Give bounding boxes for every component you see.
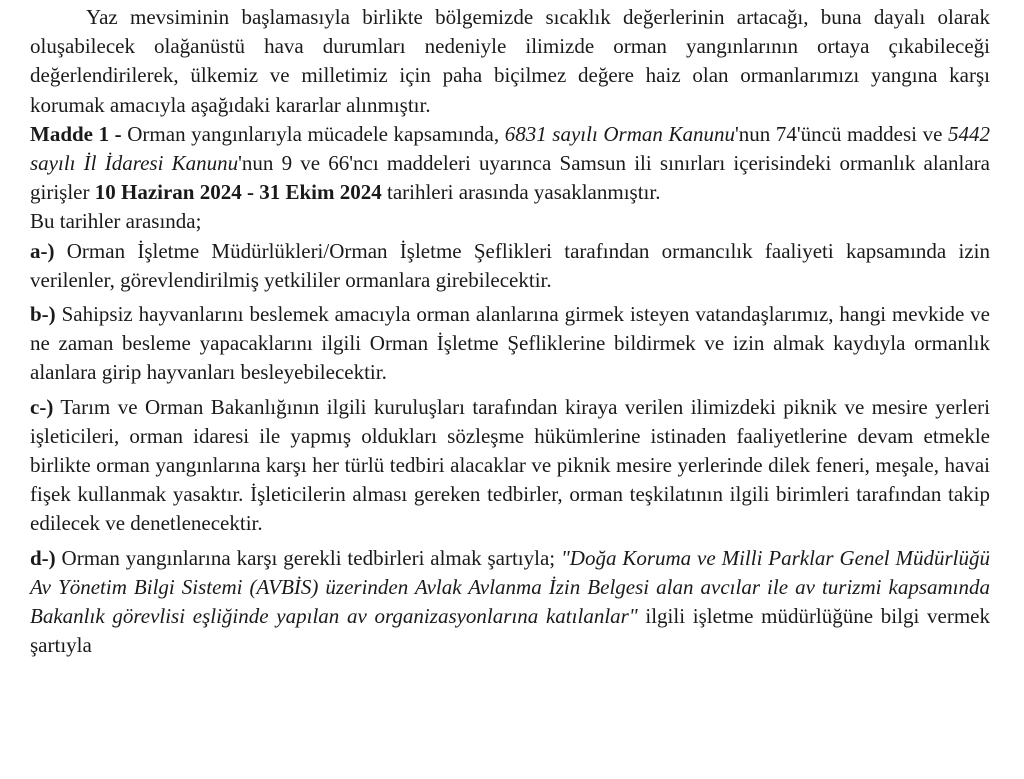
article-1-text-d: tarihleri arasında yasaklanmıştır. <box>381 180 661 205</box>
item-a-text: Orman İşletme Müdürlükleri/Orman İşletme Şeflikleri tarafından ormancılık faaliyeti kapsamında izin verilenler, görevlendirilmiş yetkililer ormanlara girebilecektir. <box>30 238 990 292</box>
ban-date-range: 10 Haziran 2024 - 31 Ekim 2024 <box>94 180 382 205</box>
item-d-paragraph <box>30 544 990 661</box>
article-1-text-b: 'nun 74'üncü maddesi ve <box>734 121 948 146</box>
intro-paragraph: Yaz mevsiminin başlamasıyla birlikte bölgemizde sıcaklık değerlerinin artacağı, buna dayalı olarak oluşabilecek olağanüstü hava durumları nedeniyle ilimizde orman yangınlarının ortaya çıkabileceği değerlendirilerek, ülkemiz ve milletimiz için paha biçilmez değere haiz olan ormanlarımızı yangına karşı korumak amacıyla aşağıdaki kararlar alınmıştır. <box>30 5 990 117</box>
item-a-label: a-) <box>30 238 55 263</box>
item-d-label: d-) <box>30 545 56 570</box>
law-5442-reference: 5442 sayılı İl İdaresi Kanunu <box>30 121 990 176</box>
law-6831-reference: 6831 sayılı Orman Kanunu <box>504 121 735 146</box>
item-a-paragraph <box>30 237 990 295</box>
between-dates-line: Bu tarihler arasında; <box>30 209 202 234</box>
article-1-paragraph <box>30 120 990 208</box>
item-b-text: Sahipsiz hayvanlarını beslemek amacıyla orman alanlarına girmek isteyen vatandaşlarımız, hangi mevkide ve ne zaman besleme yapacaklarını ilgili Orman İşletme Şefliklerine bildirmek ve izin almak kaydıyla ormanlık alanlara girip hayvanları besleyebilecektir. <box>30 302 990 385</box>
item-c-label: c-) <box>30 394 54 419</box>
item-b-paragraph <box>30 300 990 388</box>
item-b-label: b-) <box>30 302 56 327</box>
item-d-text-b: ilgili işletme müdürlüğüne bilgi vermek şartıyla <box>30 604 990 658</box>
article-1-text-c: 'nun 9 ve 66'ncı maddeleri uyarınca Samsun ili sınırları içerisindeki ormanlık alanlara girişler <box>30 151 990 205</box>
item-c-text: Tarım ve Orman Bakanlığının ilgili kuruluşları tarafından kiraya verilen ilimizdeki piknik ve mesire yerleri işleticileri, orman idaresi ile yapmış oldukları sözleşme hükümlerine istinaden faaliyetlerine devam etmekle birlikte orman yangınlarına karşı her türlü tedbiri alacaklar ve piknik mesire yerlerinde dilek feneri, meşale, havai fişek kullanmak yasaktır. İşleticilerin alması gereken tedbirler, orman teşkilatının ilgili birimleri tarafından takip edilecek ve denetlenecektir. <box>30 394 990 536</box>
item-c-paragraph <box>30 393 990 539</box>
item-d-text-a: Orman yangınlarına karşı gerekli tedbirleri almak şartıyla; <box>55 545 561 570</box>
item-d-quote: "Doğa Koruma ve Milli Parklar Genel Müdürlüğü Av Yönetim Bilgi Sistemi (AVBİS) üzerinden Avlak Avlanma İzin Belgesi alan avcılar ile av turizmi kapsamında Bakanlık görevlisi eşliğinde yapılan av organizasyonlarına katılanlar" <box>30 545 990 629</box>
article-1-label: Madde 1 - <box>30 121 122 146</box>
article-1-text-a: Orman yangınlarıyla mücadele kapsamında, <box>121 121 505 146</box>
